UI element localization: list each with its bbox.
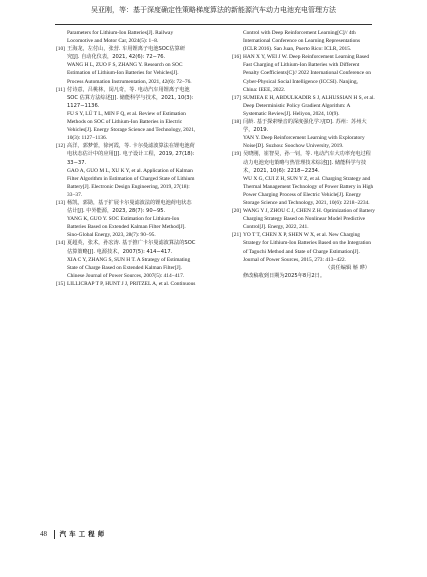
reference-line: 电状态估计中的应用[J]. 电子设计工程，2019, 27(18): — [67, 151, 195, 158]
reference-line: 学，2019. — [243, 127, 269, 134]
reference-line: 1127−1136. — [67, 102, 100, 109]
reference-line: Systematic Review[J]. Heliyon, 2024, 10(9). — [243, 110, 340, 117]
reference-line: 高洋，郭梦蕾，徐河霞，等. 卡尔曼滤波算法在锂电池荷 — [67, 143, 195, 150]
reference-line: 闫龄. 基于探索噪音的深度强化学习[D]. 苏州：苏州大 — [243, 119, 367, 126]
reference-line: XIA C Y, ZHANG S, SUN H T. A Strategy of Estimating — [67, 256, 191, 263]
reference-number: [14] — [56, 240, 65, 247]
reference-item — [232, 94, 398, 118]
received-date: 修改稿收到日期为2025年8月2日。 — [243, 272, 326, 279]
reference-line: Journal of Power Sources, 2015, 273: 413−422. — [243, 256, 346, 263]
reference-line: 付诗意，吕桃林，闵凡奇，等. 电动汽车用锂离子电池 — [67, 86, 190, 93]
reference-line: Vehicles[J]. Energy Storage Science and Technology, 2021, — [67, 127, 196, 134]
reference-line: Methods on SOC of Lithium-Ion Batteries in Electric — [67, 119, 183, 126]
reference-line: 夏超英，张术，孙宏涛. 基于推广卡尔曼滤波算法的SOC — [67, 240, 196, 247]
reference-number: [18] — [232, 119, 241, 126]
reference-line: Chinese Journal of Power Sources, 2007(5): 414−417. — [67, 272, 185, 279]
reference-line: Storage Science and Technology, 2021, 10(6): 2218−2234. — [243, 199, 370, 206]
reference-line: WU X G, CUI Z H, SUN Y Z, et al. Charging Strategy and — [243, 175, 371, 182]
reference-number: [11] — [56, 86, 65, 93]
reference-item — [56, 86, 221, 143]
reference-line: Locomotive and Motor Car, 2024(5): 1−8. — [67, 38, 159, 45]
reference-item — [232, 231, 398, 263]
reference-line: State of Charge Based on Extended Kalman Filter[J]. — [67, 264, 182, 271]
reference-line: Sino-Global Energy, 2023, 28(7): 90−95. — [67, 232, 156, 239]
reference-line: (ICLR 2016). San Juan, Puerto Rico: ICLR, 2015. — [243, 46, 352, 53]
left-column — [56, 29, 221, 288]
reference-continuation — [56, 29, 221, 45]
reference-line: Cyber-Physical Social Intelligence (ICCSI). Nanjing, — [243, 78, 358, 85]
reference-line: Charging Strategy Based on Nonlinear Model Predictive — [243, 216, 366, 223]
journal-name: 汽车工程师 — [59, 530, 108, 538]
reference-number: [15] — [56, 280, 65, 287]
reference-line: Strategy for Lithium-Ion Batteries Based on the Integration — [243, 240, 371, 247]
reference-line: 术，2021, 10(6): 2218−2234. — [243, 167, 320, 174]
reference-line: Control[J]. Energy, 2022, 241. — [243, 224, 309, 231]
reference-number: [19] — [232, 151, 241, 158]
reference-line: HAN X Y, WEI J W. Deep Reinforcement Learning Based — [243, 54, 370, 61]
reference-line: LILLICRAP T P, HUNT J J, PRITZEL A, et al. Continuous — [67, 280, 196, 287]
reference-number: [10] — [56, 46, 65, 53]
reference-line: 究[J]. 自动化仪表，2021, 42(6): 72−76. — [67, 54, 166, 61]
footer-divider — [54, 530, 55, 539]
reference-line: YO T T, CHEN X P, SHEN W X, et al. New Charging — [243, 232, 360, 239]
reference-line: China: IEEE, 2022. — [243, 86, 286, 93]
reference-item — [56, 199, 221, 239]
reference-line: International Conference on Learning Representations — [243, 38, 361, 45]
reference-line: 33−37. — [67, 191, 83, 198]
reference-number: [17] — [232, 94, 241, 101]
reference-line: 吴晓刚，崔智昊，孙一钊，等. 电动汽车大功率充电过程 — [243, 151, 371, 158]
reference-line: WANG H L, ZUO F S, ZHANG Y. Research on SOC — [67, 62, 183, 69]
reference-line: WANG Y J, ZHOU C J, CHEN Z H. Optimization of Battery — [243, 208, 375, 215]
editor-note: （责任编辑 斛 晔） — [325, 264, 370, 271]
reference-line: SOC 估算方法综述[J]. 储能科学与技术，2021, 10(3): — [67, 94, 194, 101]
reference-line: Estimation of Lithium-Ion Batteries for Vehicles[J]. — [67, 70, 179, 77]
reference-line: Noise[D]. Suzhou: Soochow University, 2019. — [243, 143, 344, 150]
reference-line: Battery[J]. Electronic Design Engineering, 2019, 27(18): — [67, 183, 190, 190]
reference-list — [56, 45, 221, 288]
reference-line: Power Charging Process of Electric Vehicle[J]. Energy — [243, 191, 362, 198]
running-title: 吴亚刚，等：基于深度确定性策略梯度算法的新能源汽车动力电池充电管理方法 — [91, 6, 336, 14]
reference-continuation — [232, 29, 398, 53]
page-number: 48 — [40, 530, 47, 538]
reference-item — [56, 142, 221, 199]
right-column — [232, 29, 398, 280]
reference-line: SUMIEA E H, ABDULKADIR S J, ALHUSSIAN H S, et al. — [243, 94, 375, 101]
reference-item — [232, 207, 398, 231]
reference-line: YAN Y. Deep Reinforcement Learning with Exploratory — [243, 135, 365, 142]
reference-line: Parameters for Lithium-Ion Batteries[J]. Railway — [67, 30, 174, 36]
reference-line: 杨凯，郭勋，基于扩展卡尔曼滤波法的锂电池荷电状态 — [67, 199, 192, 206]
reference-line: 33−37. — [67, 159, 87, 166]
reference-line: 估计[J]. 中外能源，2023, 28(7): 90−95. — [67, 208, 166, 215]
reference-line: of Taguchi Method and State of Charge Estimation[J]. — [243, 248, 360, 255]
reference-line: Process Automation Instrumentation, 2021, 42(6): 72−76. — [67, 78, 192, 85]
reference-line: Batteries Based on Extended Kalman Filter Method[J]. — [67, 224, 186, 231]
reference-line: 10(3): 1127−1136. — [67, 135, 108, 142]
reference-item — [232, 53, 398, 93]
reference-list — [232, 53, 398, 263]
reference-item — [232, 150, 398, 207]
reference-number: [13] — [56, 199, 65, 206]
reference-number: [12] — [56, 143, 65, 150]
reference-line: Fast Charging of Lithium-Ion Batteries with Different — [243, 62, 360, 69]
reference-number: [21] — [232, 232, 241, 239]
reference-line: 估算策略[J]. 电源技术，2007(5): 414−417. — [67, 248, 173, 255]
running-header — [0, 0, 427, 15]
reference-number: [16] — [232, 54, 241, 61]
reference-line: Control with Deep Reinforcement Learning[C]// 4th — [243, 30, 356, 36]
reference-line: Penalty Coefficients[C]// 2022 International Conference on — [243, 70, 371, 77]
reference-line: FU S Y, LÜ T L, MIN F Q, et al. Review of Estimation — [67, 110, 186, 117]
reference-line: Filter Algorithm in Estimation of Charged State of Lithium — [67, 175, 195, 182]
page-footer — [40, 529, 107, 539]
reference-item — [56, 239, 221, 279]
header-rule — [55, 24, 372, 25]
reference-line: GAO A, GUO M L, XU K Y, et al. Application of Kalman — [67, 167, 193, 174]
reference-item — [232, 118, 398, 150]
reference-number: [20] — [232, 208, 241, 215]
reference-item — [56, 280, 221, 288]
reference-line: 动力电池充电策略与热管理技术综述[J]. 储能科学与技 — [243, 159, 367, 166]
reference-item — [56, 45, 221, 85]
reference-line: Deep Deterministic Policy Gradient Algorithm: A — [243, 102, 351, 109]
reference-line: YANG K, GUO Y. SOC Estimation for Lithium-Ion — [67, 216, 180, 223]
reference-line: Thermal Management Technology of Power Battery in High — [243, 183, 374, 190]
reference-line: 王海龙，左付山，张营. 车用锂离子电池SOC估算研 — [67, 46, 186, 53]
